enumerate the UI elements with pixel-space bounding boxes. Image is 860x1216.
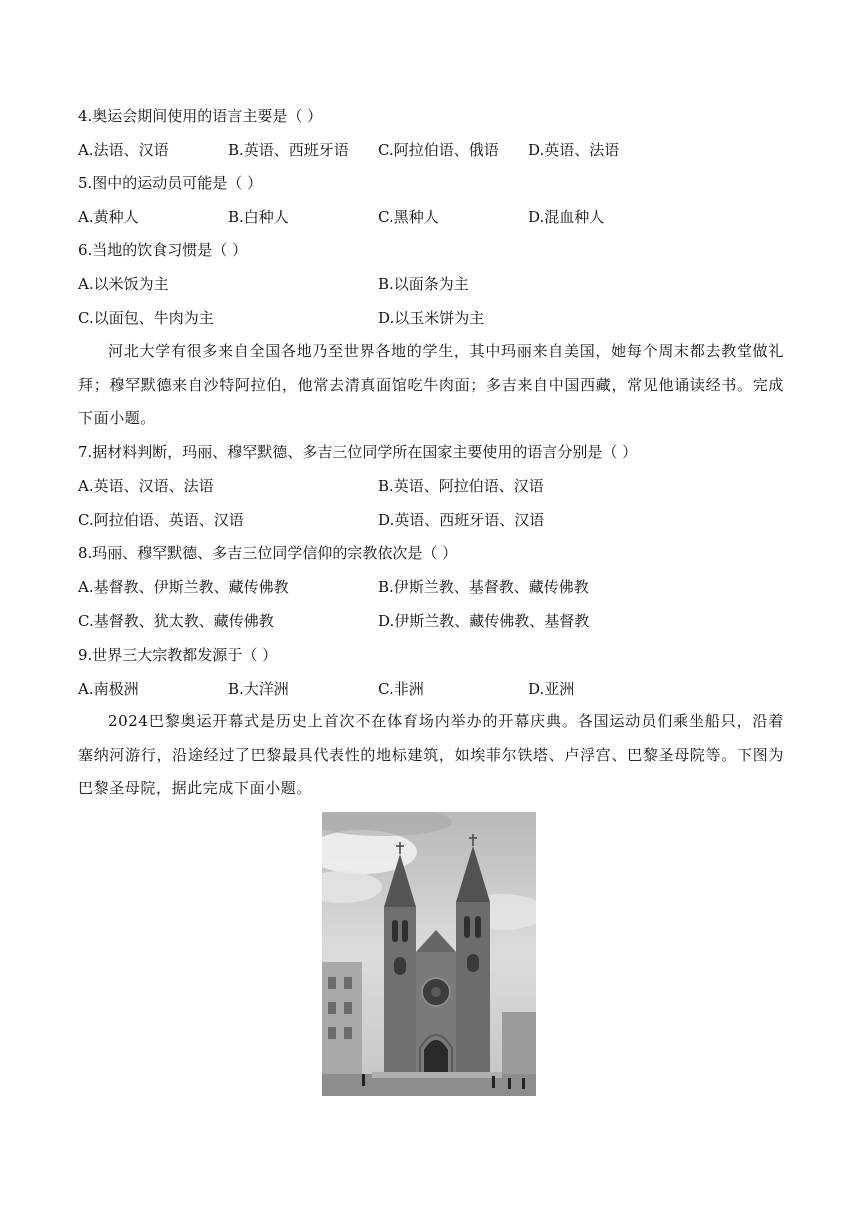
question-5-option-c: C.黑种人 [378,208,439,226]
question-5-option-d: D.混血种人 [528,208,605,226]
question-4-option-d: D.英语、法语 [528,141,620,159]
question-6-option-b: B.以面条为主 [378,275,469,293]
passage-students: 河北大学有很多来自全国各地乃至世界各地的学生，其中玛丽来自美国，她每个周末都去教堂做礼拜；穆罕默德来自沙特阿拉伯，他常去清真面馆吃牛肉面；多吉来自中国西藏，常见他诵读经书。完成下面小题。 [78,342,784,427]
question-9-option-d: D.亚洲 [528,680,575,698]
passage-paris: 2024巴黎奥运开幕式是历史上首次不在体育场内举办的开幕庆典。各国运动员们乘坐船只，沿着塞纳河游行，沿途经过了巴黎最具代表性的地标建筑，如埃菲尔铁塔、卢浮宫、巴黎圣母院等。下图为巴黎圣母院，据此完成下面小题。 [78,712,784,797]
question-8-option-d: D.伊斯兰教、藏传佛教、基督教 [378,612,590,630]
question-7-option-c: C.阿拉伯语、英语、汉语 [78,511,244,529]
question-6-option-a: A.以米饭为主 [78,275,169,293]
question-7-option-d: D.英语、西班牙语、汉语 [378,511,545,529]
question-6-option-c: C.以面包、牛肉为主 [78,309,214,327]
question-5-option-a: A.黄种人 [78,208,139,226]
question-7-option-a: A.英语、汉语、法语 [78,477,214,495]
question-8-option-c: C.基督教、犹太教、藏传佛教 [78,612,274,630]
question-4-option-c: C.阿拉伯语、俄语 [378,141,499,159]
question-5-stem: 5.图中的运动员可能是（ ） [78,174,263,192]
question-9-option-c: C.非洲 [378,680,424,698]
church-illustration [322,812,536,1096]
side-building-right [502,1012,536,1082]
question-6-stem: 6.当地的饮食习惯是（ ） [78,241,248,259]
question-9-stem: 9.世界三大宗教都发源于（ ） [78,646,278,664]
question-6-option-d: D.以玉米饼为主 [378,309,485,327]
question-7-option-b: B.英语、阿拉伯语、汉语 [378,477,544,495]
question-8-option-a: A.基督教、伊斯兰教、藏传佛教 [78,578,289,596]
question-8-option-b: B.伊斯兰教、基督教、藏传佛教 [378,578,589,596]
question-8-stem: 8.玛丽、穆罕默德、多吉三位同学信仰的宗教依次是（ ） [78,544,458,562]
question-9-option-b: B.大洋洲 [228,680,289,698]
question-5-option-b: B.白种人 [228,208,289,226]
church-photo [322,812,536,1096]
left-tower [384,907,416,1087]
right-tower [456,902,490,1087]
question-4-stem: 4.奥运会期间使用的语言主要是（ ） [78,107,323,125]
question-7-stem: 7.据材料判断，玛丽、穆罕默德、多吉三位同学所在国家主要使用的语言分别是（ ） [78,443,638,461]
question-9-option-a: A.南极洲 [78,680,139,698]
question-4-option-a: A.法语、汉语 [78,141,169,159]
question-4-option-b: B.英语、西班牙语 [228,141,349,159]
